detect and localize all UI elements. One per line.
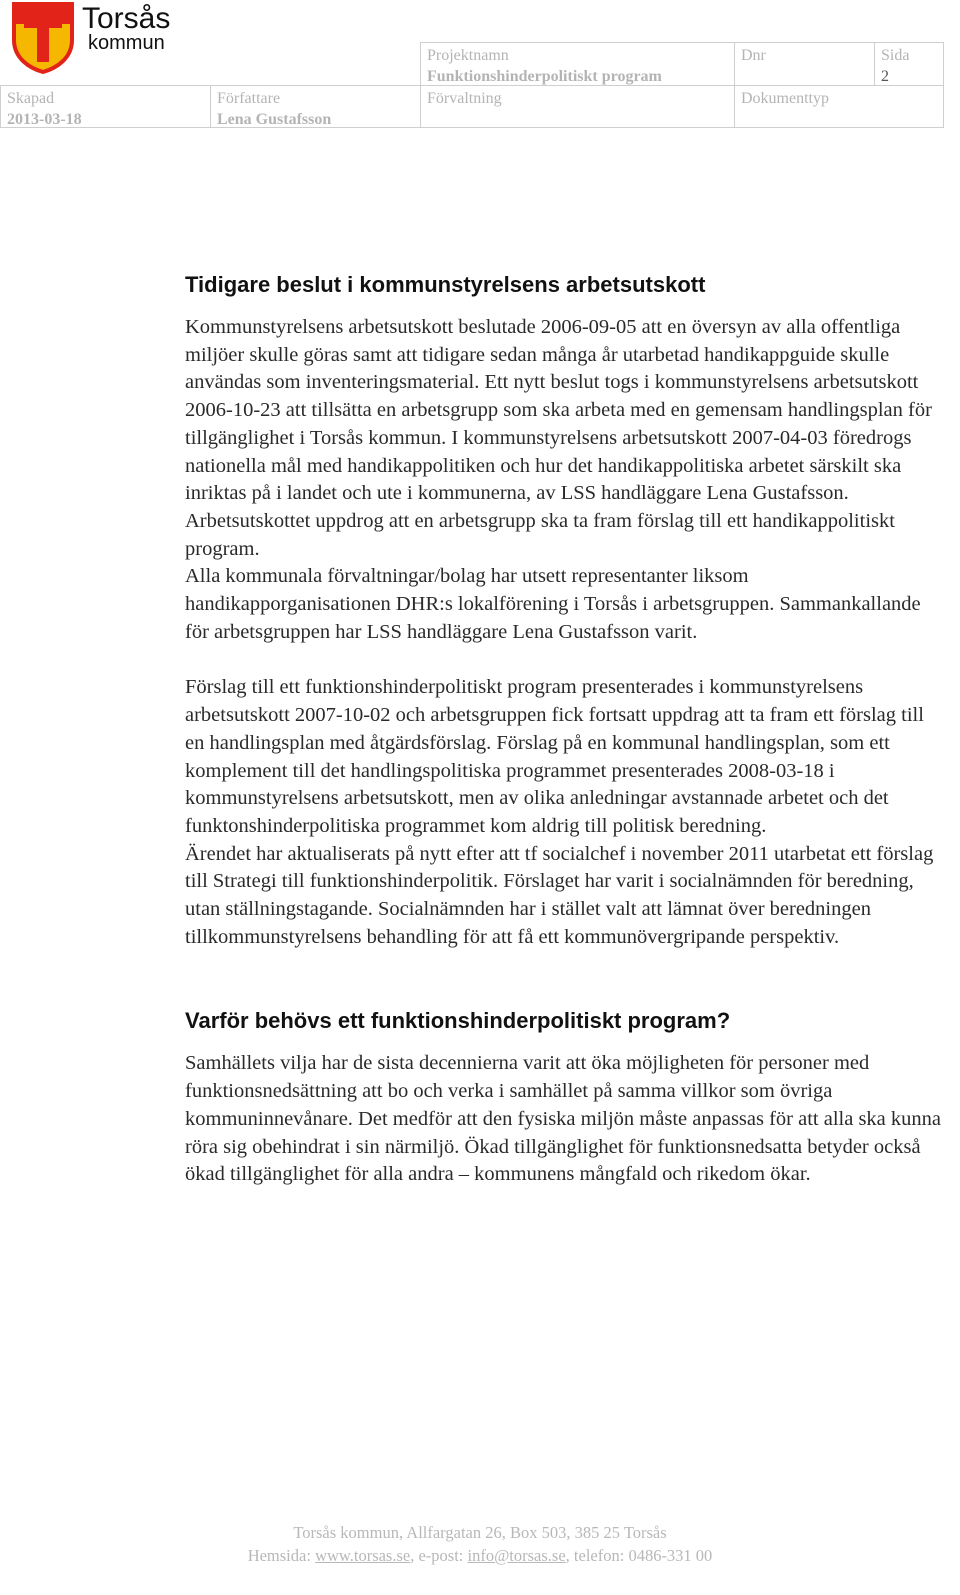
sida-label: Sida: [881, 47, 910, 64]
section1-heading: Tidigare beslut i kommunstyrelsens arbetsutskott: [185, 272, 706, 297]
projektnamn-label: Projektnamn: [427, 47, 509, 64]
forfattare-label: Författare: [217, 90, 281, 107]
section1-paragraph-4: Ärendet har aktualiserats på nytt efter att tf socialchef i november 2011 utarbetat ett förslag till Strategi till funktionshinderpolitik. Förslaget har varit i socialnämnden för beredning, utan ställningstagande. Socialnämnden har i stället valt att lämnat över beredningen tillkommunstyrelsens behandling för att få ett kommunövergripande perspektiv.: [185, 842, 934, 948]
projektnamn-value: Funktionshinderpolitiskt program: [427, 68, 662, 85]
skapad-value: 2013-03-18: [7, 111, 82, 128]
section2-heading: Varför behövs ett funktionshinderpolitiskt program?: [185, 1008, 731, 1034]
footer-homepage-link[interactable]: www.torsas.se: [315, 1546, 411, 1565]
footer-homepage-label: Hemsida:: [247, 1546, 316, 1565]
projektnamn-cell: [420, 42, 735, 86]
footer-email-label: , e-post:: [410, 1546, 468, 1565]
sida-value: 2: [881, 68, 889, 85]
footer-contact: [0, 1545, 960, 1567]
sida-cell: [874, 42, 944, 86]
footer-phone: , telefon: 0486-331 00: [565, 1546, 713, 1565]
logo-name-line1: Torsås: [82, 2, 171, 35]
skapad-label: Skapad: [7, 90, 55, 107]
dokumenttyp-label: Dokumenttyp: [741, 90, 829, 107]
section1-paragraph-3: Förslag till ett funktionshinderpolitiskt program presenterades i kommunstyrelsens arbetsutskott 2007-10-02 och arbetsgruppen fick fortsatt uppdrag att ta fram ett förslag till en handlingsplan med åtgärdsförslag. Förslag på en kommunal handlingsplan, som ett komplement till det handlingspolitiska programmet presenterades 2008-03-18 i kommunstyrelsens arbetsutskott, men av olika anledningar avstannade arbetet och det funktonshinderpolitiska programmet kom aldrig till politisk beredning.: [185, 676, 924, 837]
logo-name-line2: kommun: [88, 32, 165, 54]
forfattare-value: Lena Gustafsson: [217, 111, 332, 128]
forvaltning-cell: [420, 85, 735, 128]
skapad-cell: [0, 85, 211, 128]
document-body: [185, 270, 945, 1189]
document-header-table: [0, 42, 944, 128]
forvaltning-label: Förvaltning: [427, 90, 502, 107]
dnr-label: Dnr: [741, 47, 766, 64]
footer-address: Torsås kommun, Allfargatan 26, Box 503, 385 25 Torsås: [293, 1523, 667, 1542]
section1-paragraph-2: Alla kommunala förvaltningar/bolag har utsett representanter liksom handikapporganisationen DHR:s lokalförening i Torsås i arbetsgruppen. Sammankallande för arbetsgruppen har LSS handläggare Lena Gustafsson varit.: [185, 565, 921, 643]
dnr-cell: [734, 42, 875, 86]
forfattare-cell: [210, 85, 421, 128]
footer-email-link[interactable]: info@torsas.se: [467, 1546, 566, 1565]
section1-paragraph-1: Kommunstyrelsens arbetsutskott beslutade 2006-09-05 att en översyn av alla offentliga miljöer skulle göras samt att tidigare sedan många år utarbetad handikappguide skulle användas som inventeringsmaterial. Ett nytt beslut togs i kommunstyrelsens arbetsutskott 2006-10-23 att tillsätta en arbetsgrupp som ska arbeta med en gemensam handlingsplan för tillgänglighet i Torsås kommun. I kommunstyrelsens arbetsutskott 2007-04-03 föredrogs nationella mål med handikappolitiken och hur det handikappolitiska arbetet särskilt ska inriktas på i landet och ute i kommunerna, av LSS handläggare Lena Gustafsson. Arbetsutskottet uppdrog att en arbetsgrupp ska ta fram förslag till ett handikappolitiskt program.: [185, 316, 932, 560]
dokumenttyp-cell: [734, 85, 944, 128]
section2-paragraph: Samhällets vilja har de sista decennierna varit att öka möjligheten för personer med funktionsnedsättning att bo och verka i samhället på samma villkor som övriga kommuninnevånare. Det medför att den fysiska miljön måste anpassas för att alla ska kunna röra sig obehindrat i sin närmiljö. Ökad tillgänglighet för funktionsnedsatta betyder också ökad tillgänglighet för alla andra – kommunens mångfald och rikedom ökar.: [185, 1052, 942, 1186]
